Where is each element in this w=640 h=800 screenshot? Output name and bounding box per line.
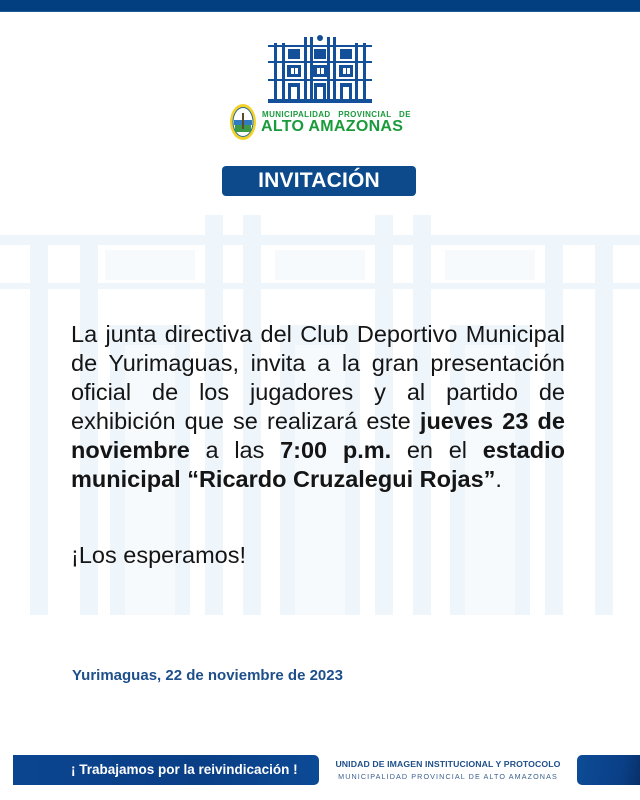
event-date: jueves 23 de noviembre: [71, 408, 565, 463]
top-bar: [0, 0, 640, 12]
event-venue: estadio municipal “Ricardo Cruzalegui Rojas”: [71, 437, 565, 492]
place-date-line: Yurimaguas, 22 de noviembre de 2023: [72, 667, 343, 684]
body-segment: a las: [189, 437, 281, 463]
body-segment: .: [495, 466, 502, 492]
body-segment: en el: [391, 437, 483, 463]
footer-slogan-banner: ¡ Trabajamos por la reivindicación !: [13, 755, 319, 785]
municipal-building-icon: [268, 35, 372, 103]
logo-municipality-label: MUNICIPALIDAD PROVINCIAL DE: [262, 110, 411, 119]
invitation-body: [71, 320, 565, 494]
logo-province-name: ALTO AMAZONAS: [261, 118, 404, 135]
footer-unit-subtitle: MUNICIPALIDAD PROVINCIAL DE ALTO AMAZONAS: [338, 772, 558, 781]
footer-unit-block: [330, 759, 566, 781]
footer-accent-block: [577, 755, 640, 785]
event-time: 7:00 p.m.: [280, 437, 392, 463]
province-seal-icon: [229, 103, 257, 141]
invitation-title: INVITACIÓN: [222, 166, 416, 196]
footer-unit-title: UNIDAD DE IMAGEN INSTITUCIONAL Y PROTOCOLO: [335, 759, 561, 769]
body-segment: La junta directiva del Club Deportivo Municipal de Yurimaguas, invita a la gran presentación oficial de los jugadores y al partido de exhibición que se realizará este: [71, 321, 565, 434]
closing-greeting: ¡Los esperamos!: [71, 542, 247, 568]
